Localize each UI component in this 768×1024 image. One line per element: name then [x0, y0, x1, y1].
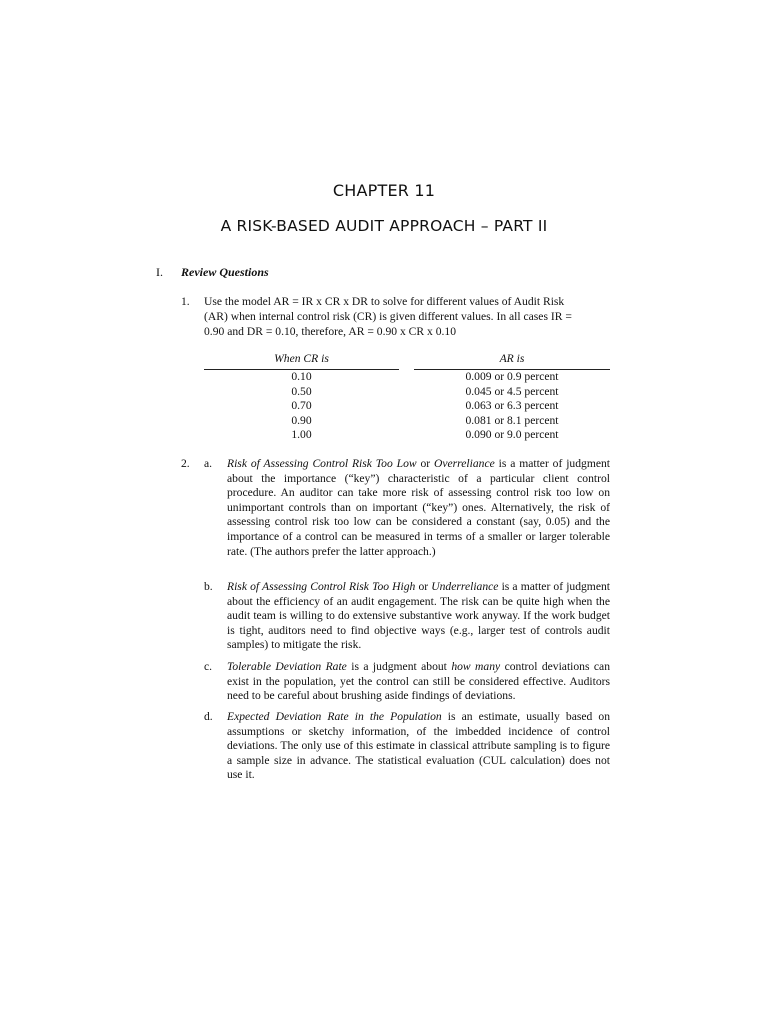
table-cell-ar: 0.081 or 8.1 percent [465, 413, 559, 427]
item-joiner: or [416, 457, 434, 470]
section-title: Review Questions [181, 265, 269, 279]
item-body: is a matter of judgment about the efficiency of an audit engagement. The risk can be quite high when the audit team is willing to do extensive substantive work anyway. If the work budget is tight, auditors need to find objective ways (e.g., larger test of controls audit samples) to mitigate the risk. [227, 580, 610, 652]
item-a-paragraph [227, 457, 610, 559]
item-b-paragraph [227, 580, 610, 653]
table-cell-ar: 0.045 or 4.5 percent [465, 384, 559, 398]
item-letter: a. [204, 457, 213, 470]
section-number: I. [156, 265, 163, 279]
item-body: is an estimate, usually based on assumptions or sketchy information, of the imbedded incidence of control deviations. The only use of this estimate in classical attribute sampling is to figure a sample size in advance. The statistical evaluation (CUL calculation) does not use it. [227, 710, 611, 782]
item-term: Risk of Assessing Control Risk Too High [227, 580, 416, 593]
item-letter: c. [204, 660, 213, 673]
item-term: Risk of Assessing Control Risk Too Low [227, 457, 417, 470]
item-letter: d. [204, 710, 213, 723]
chapter-title: CHAPTER 11 [332, 181, 436, 200]
item-joiner: or [415, 580, 432, 593]
question-1-text-line: 0.90 and DR = 0.10, therefore, AR = 0.90 x CR x 0.10 [204, 325, 457, 338]
table-cell-cr: 0.10 [291, 370, 312, 383]
table-cell-cr: 0.70 [291, 399, 312, 412]
table-cell-ar: 0.009 or 0.9 percent [465, 370, 559, 383]
question-1-number: 1. [181, 295, 190, 308]
chapter-subtitle: A RISK-BASED AUDIT APPROACH – PART II [220, 217, 548, 235]
item-c-paragraph [227, 660, 610, 704]
question-1-text-line: Use the model AR = IR x CR x DR to solve for different values of Audit Risk [204, 295, 565, 308]
item-mid: is a judgment about [346, 660, 452, 673]
table-cell-ar: 0.090 or 9.0 percent [465, 428, 559, 441]
question-1-text-line: (AR) when internal control risk (CR) is given different values. In all cases IR = [204, 310, 572, 323]
table-header-cr: When CR is [274, 352, 329, 365]
item-term: Overreliance [434, 457, 495, 470]
item-d-paragraph [227, 710, 610, 783]
question-2-number: 2. [181, 457, 190, 470]
table-cell-cr: 0.90 [291, 413, 312, 427]
item-term: Tolerable Deviation Rate [227, 660, 347, 673]
item-term: how many [451, 660, 501, 673]
item-term: Underreliance [431, 580, 499, 593]
table-cell-cr: 1.00 [291, 428, 312, 441]
item-body: control deviations can exist in the population, yet the control can still be considered effective. Auditors need to be careful about brushing aside findings of deviations. [227, 660, 610, 703]
item-letter: b. [204, 580, 213, 593]
table-cell-ar: 0.063 or 6.3 percent [465, 399, 559, 412]
item-term: Expected Deviation Rate in the Population [227, 710, 442, 723]
table-header-ar: AR is [499, 352, 525, 365]
table-cell-cr: 0.50 [291, 384, 312, 398]
item-body: is a matter of judgment about the importance (“key”) characteristic of a particular client control procedure. An auditor can take more risk of assessing control risk too low on unimportant controls than on important (“key”) ones. Alternatively, the risk of assessing control risk too low can be considered a constant (say, 0.05) and the importance of a control can be measured in terms of a smaller or larger tolerable rate. (The authors prefer the latter approach.) [227, 457, 610, 558]
